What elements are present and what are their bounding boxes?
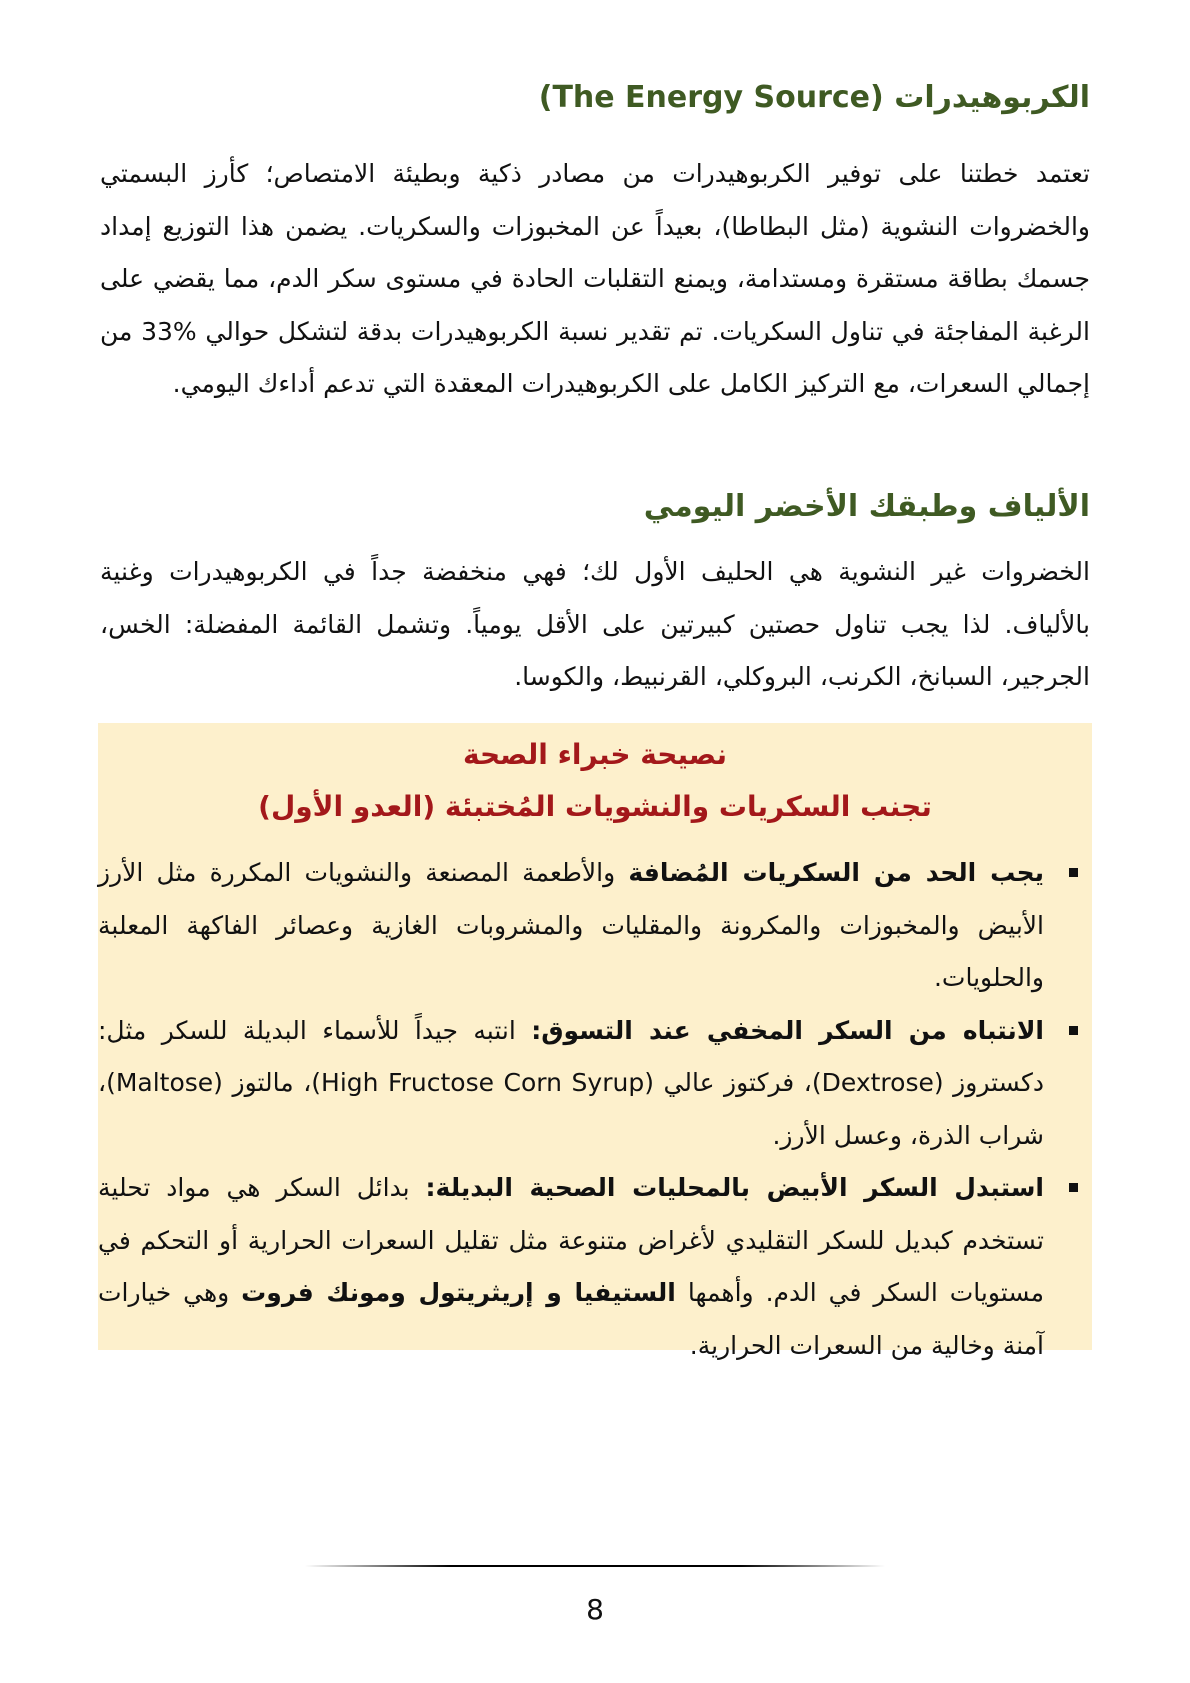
maltose-term: (Maltose) <box>106 1068 223 1097</box>
carbs-heading-arabic: الكربوهيدرات <box>894 80 1090 115</box>
page-number: 8 <box>586 1593 604 1626</box>
carbs-heading-english: (The Energy Source) <box>538 80 884 115</box>
carbs-heading <box>100 78 1090 118</box>
carbs-paragraph-part1: تعتمد خطتنا على توفير الكربوهيدرات من مصادر ذكية وبطيئة الامتصاص؛ كأرز البسمتي والخضروات النشوية (مثل البطاطا)، بعيداً عن المخبوزات والسكريات. يضمن هذا التوزيع إمداد جسمك بطاقة مستقرة ومستدامة، ويمنع التقلبات الحادة في مستوى سكر الدم، مما يقضي على الرغبة المفاجئة في تناول السكريات. تم تقدير نسبة الكربوهيدرات بدقة لتشكل حوالي <box>100 159 1090 346</box>
tip-item-lead: استبدل السكر الأبيض بالمحليات الصحية البديلة: <box>425 1173 1044 1202</box>
footer-divider <box>305 1565 885 1567</box>
square-bullet-icon <box>1069 1026 1078 1035</box>
tip-item-text: ، شراب الذرة، وعسل الأرز. <box>98 1068 1044 1150</box>
hfcs-term: (High Fructose Corn Syrup) <box>311 1068 654 1097</box>
tip-item-text: ، مالتوز <box>222 1068 312 1097</box>
square-bullet-icon <box>1069 868 1078 877</box>
dextrose-term: (Dextrose) <box>811 1068 944 1097</box>
carbs-percentage: 33% <box>141 316 197 346</box>
tip-list <box>98 847 1092 1372</box>
tip-item-text: بدائل السكر هي مواد تحلية تستخدم كبديل للسكر التقليدي لأغراض متنوعة مثل تقليل السعرات الحرارية أو التحكم في مستويات السكر في الدم. وأهمها <box>98 1173 1045 1307</box>
tip-item-text: والأطعمة المصنعة والنشويات المكررة مثل الأرز الأبيض والمخبوزات والمكرونة والمقليات والمشروبات الغازية وعصائر الفاكهة المعلبة والحلويات. <box>98 858 1044 992</box>
health-experts-tip-box <box>98 723 1092 1360</box>
tip-box-subtitle: تجنب السكريات والنشويات المُختبئة (العدو الأول) <box>258 790 932 823</box>
tip-item-lead: يجب الحد من السكريات المُضافة <box>628 858 1044 887</box>
carbs-paragraph-part2: من إجمالي السعرات، مع التركيز الكامل على الكربوهيدرات المعقدة التي تدعم أداءك اليومي. <box>100 316 1090 398</box>
tip-item-sweeteners <box>98 1162 1092 1372</box>
fiber-heading: الألياف وطبقك الأخضر اليومي <box>643 489 1090 524</box>
tip-item-text: انتبه جيداً للأسماء البديلة للسكر مثل: دكستروز <box>98 1015 1044 1097</box>
fiber-paragraph: الخضروات غير النشوية هي الحليف الأول لك؛ فهي منخفضة جداً في الكربوهيدرات وغنية بالألياف. لذا يجب تناول حصتين كبيرتين على الأقل يومياً. وتشمل القائمة المفضلة: الخس، الجرجير، السبانخ، الكرنب، البروكلي، القرنبيط، والكوسا. <box>100 557 1090 691</box>
tip-item-hidden-sugar <box>98 1005 1092 1163</box>
tip-item-added-sugars <box>98 847 1092 1005</box>
tip-item-lead: الانتباه من السكر المخفي عند التسوق: <box>531 1015 1045 1045</box>
sweetener-names: الستيفيا و إريثريتول ومونك فروت <box>241 1278 676 1307</box>
tip-box-title: نصيحة خبراء الصحة <box>463 738 727 771</box>
square-bullet-icon <box>1069 1183 1078 1192</box>
carbs-paragraph <box>100 148 1090 411</box>
tip-item-text: ، فركتوز عالي <box>653 1068 812 1097</box>
tip-item-text: وهي خيارات آمنة وخالية من السعرات الحرارية. <box>98 1278 1044 1360</box>
